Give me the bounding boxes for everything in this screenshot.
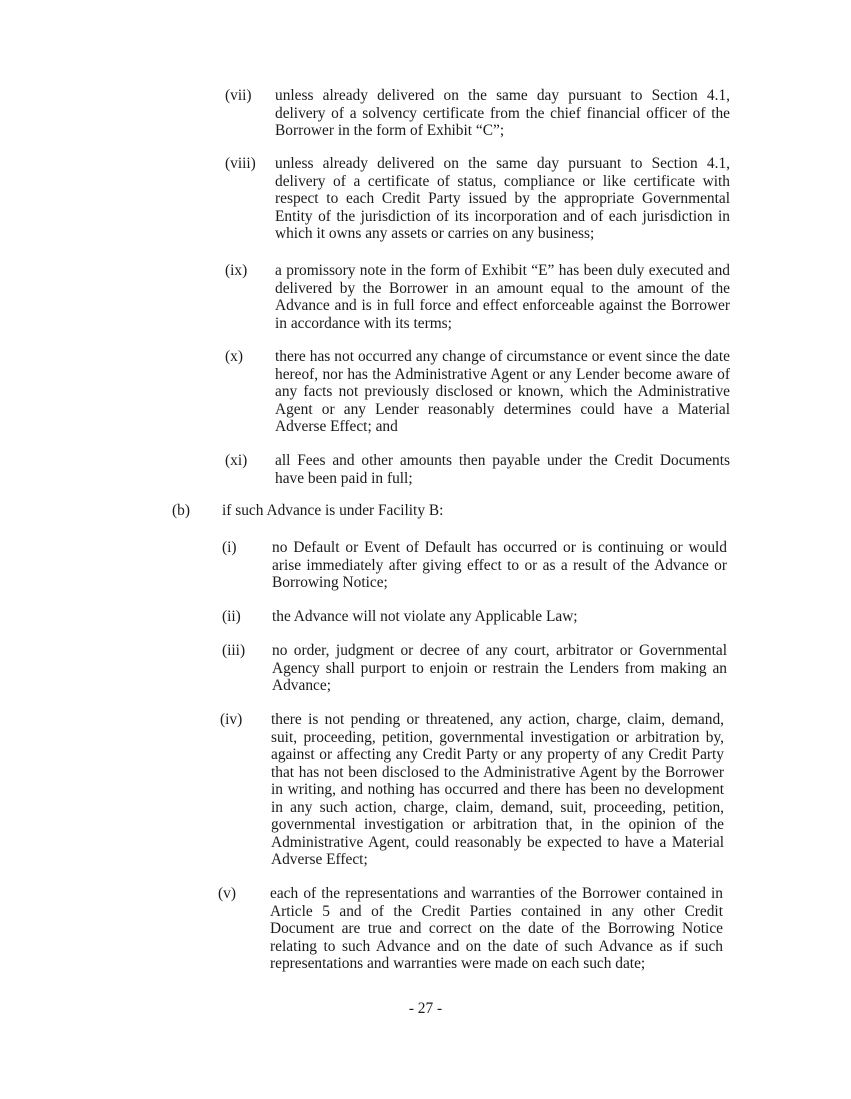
- clause-text: a promissory note in the form of Exhibit “E” has been duly executed and delivered by the Borrower in an amount equal to the amount of the Advance and is in full force and effect enforceable against the Borrower in accordance with its terms;: [275, 262, 730, 332]
- clause-number: (iii): [222, 642, 246, 659]
- clause-number: (v): [218, 885, 236, 902]
- page-number: - 27 -: [408, 1000, 443, 1017]
- clause-text: unless already delivered on the same day pursuant to Section 4.1, delivery of a solvency certificate from the chief financial officer of the Borrower in the form of Exhibit “C”;: [275, 87, 730, 139]
- clause-text: each of the representations and warranties of the Borrower contained in Article 5 and of the Credit Parties contained in any other Credit Document are true and correct on the date of the Borrowing Notice relating to such Advance and on the date of such Advance as if such representations and warranties were made on each such date;: [270, 885, 723, 972]
- clause-number: (ii): [222, 608, 241, 625]
- section-heading: if such Advance is under Facility B:: [222, 502, 444, 519]
- clause-text: there is not pending or threatened, any action, charge, claim, demand, suit, proceeding, petition, governmental investigation or arbitration by, against or affecting any Credit Party or any property of any Credit Party that has not been disclosed to the Administrative Agent by the Borrower in writing, and nothing has occurred and there has been no development in any such action, charge, claim, demand, suit, proceeding, petition, governmental investigation or arbitration that, in the opinion of the Administrative Agent, could reasonably be expected to have a Material Adverse Effect;: [271, 711, 724, 868]
- clause-number: (viii): [225, 155, 256, 172]
- section-number: (b): [172, 502, 190, 519]
- clause-text: no Default or Event of Default has occurred or is continuing or would arise immediately after giving effect to or as a result of the Advance or Borrowing Notice;: [272, 539, 727, 591]
- clause-text: the Advance will not violate any Applicable Law;: [272, 608, 578, 625]
- clause-number: (iv): [220, 711, 243, 728]
- clause-number: (x): [225, 348, 243, 365]
- clause-text: unless already delivered on the same day pursuant to Section 4.1, delivery of a certificate of status, compliance or like certificate with respect to each Credit Party issued by the appropriate Governmental Entity of the jurisdiction of its incorporation and of each jurisdiction in which it owns any assets or carries on any business;: [275, 155, 730, 242]
- clause-text: no order, judgment or decree of any court, arbitrator or Governmental Agency shall purport to enjoin or restrain the Lenders from making an Advance;: [272, 642, 727, 694]
- clause-number: (xi): [225, 452, 248, 469]
- clause-number: (ix): [225, 262, 248, 279]
- clause-number: (vii): [225, 87, 252, 104]
- clause-number: (i): [222, 539, 237, 556]
- clause-text: all Fees and other amounts then payable under the Credit Documents have been paid in full;: [275, 452, 730, 487]
- clause-text: there has not occurred any change of circumstance or event since the date hereof, nor has the Administrative Agent or any Lender become aware of any facts not previously disclosed or known, which the Administrative Agent or any Lender reasonably determines could have a Material Adverse Effect; and: [275, 348, 730, 435]
